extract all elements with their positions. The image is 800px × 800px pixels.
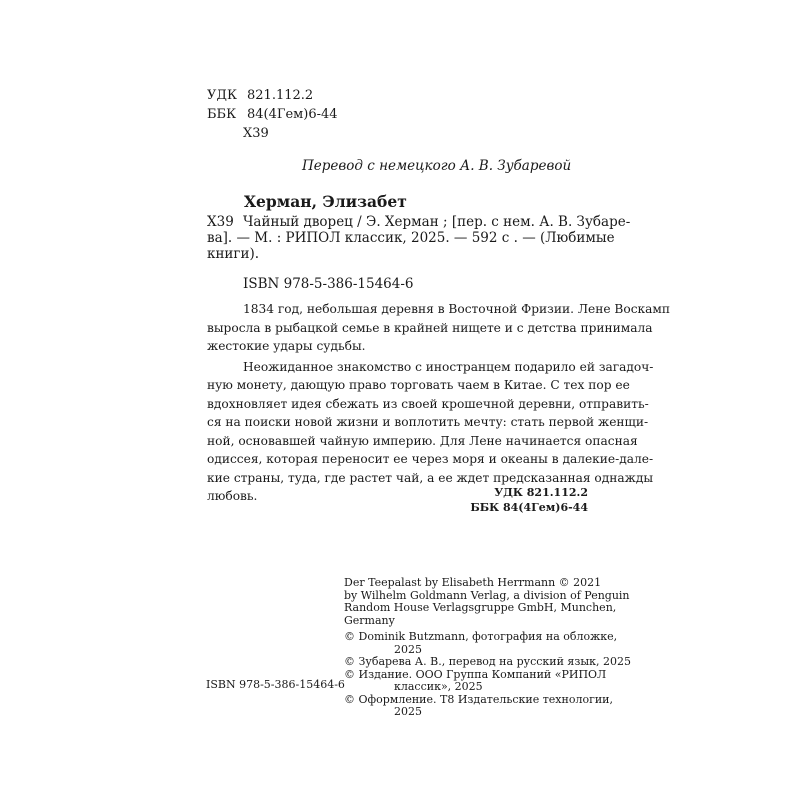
udk-code: УДК 821.112.2 <box>207 88 314 103</box>
annotation-paragraph <box>207 358 654 506</box>
author-sign: Х39 <box>243 126 269 141</box>
annotation-line: жестокие удары судьбы. <box>207 339 366 353</box>
annotation-line: кие страны, туда, где растет чай, а ее ждет предсказанная однажды <box>207 470 654 485</box>
bbk-code: ББК 84(4Гем)6-44 <box>207 107 338 122</box>
annotation-line: любовь. <box>207 489 258 503</box>
annotation <box>207 300 671 506</box>
design-copyright: © Оформление. Т8 Издательские технологии, 2025 <box>344 692 613 718</box>
annotation-line: 1834 год, небольшая деревня в Восточной Фризии. Лене Воскамп <box>243 302 671 316</box>
biblio-line: ва]. — М. : РИПОЛ классик, 2025. — 592 с . — (Любимые <box>207 230 615 246</box>
classification-codes <box>207 86 338 143</box>
isbn-bottom: ISBN 978-5-386-15464-6 <box>206 678 345 691</box>
author-cipher: Х39 <box>207 214 234 230</box>
annotation-line: Неожиданное знакомство с иностранцем подарило ей загадоч- <box>243 359 654 374</box>
annotation-paragraph <box>207 300 671 356</box>
annotation-line: вдохновляет идея сбежать из своей крошечной деревни, отправить- <box>207 396 649 411</box>
annotation-line: выросла в рыбацкой семье в крайней нищете и с детства принимала <box>207 320 653 335</box>
edition-copyright: © Издание. ООО Группа Компаний «РИПОЛ классик», 2025 <box>344 667 607 693</box>
cover-photo-copyright: © Dominik Butzmann, фотография на обложке, 2025 <box>344 630 618 656</box>
annotation-line: ной, основавшей чайную империю. Для Лене начинается опасная <box>207 433 638 448</box>
biblio-line: книги). <box>207 246 260 262</box>
biblio-line: Чайный дворец / Э. Херман ; [пер. с нем. А. В. Зубаре- <box>243 214 631 230</box>
classification-codes-bold <box>470 485 588 515</box>
bbk-code-bold: ББК 84(4Гем)6-44 <box>470 501 588 514</box>
copyright-block <box>344 577 631 719</box>
annotation-line: ся на поиски новой жизни и воплотить мечту: стать первой женщи- <box>207 415 649 429</box>
bibliographic-record <box>207 214 631 262</box>
translation-copyright: © Зубарева А. В., перевод на русский язык, 2025 <box>344 655 631 668</box>
original-copyright: Der Teepalast by Elisabeth Herrmann © 2021 by Wilhelm Goldmann Verlag, a division of Penguin Random House Verlagsgruppe GmbH, Munchen, Germany <box>344 576 630 627</box>
udk-code-bold: УДК 821.112.2 <box>494 486 588 499</box>
annotation-line: ную монету, дающую право торговать чаем в Китае. С тех пор ее <box>207 378 630 392</box>
author-heading: Херман, Элизабет <box>244 192 407 211</box>
annotation-line: одиссея, которая переносит ее через моря и океаны в далекие-дале- <box>207 452 654 466</box>
isbn: ISBN 978-5-386-15464-6 <box>243 276 414 292</box>
translator-credit: Перевод с немецкого А. В. Зубаревой <box>302 158 572 174</box>
